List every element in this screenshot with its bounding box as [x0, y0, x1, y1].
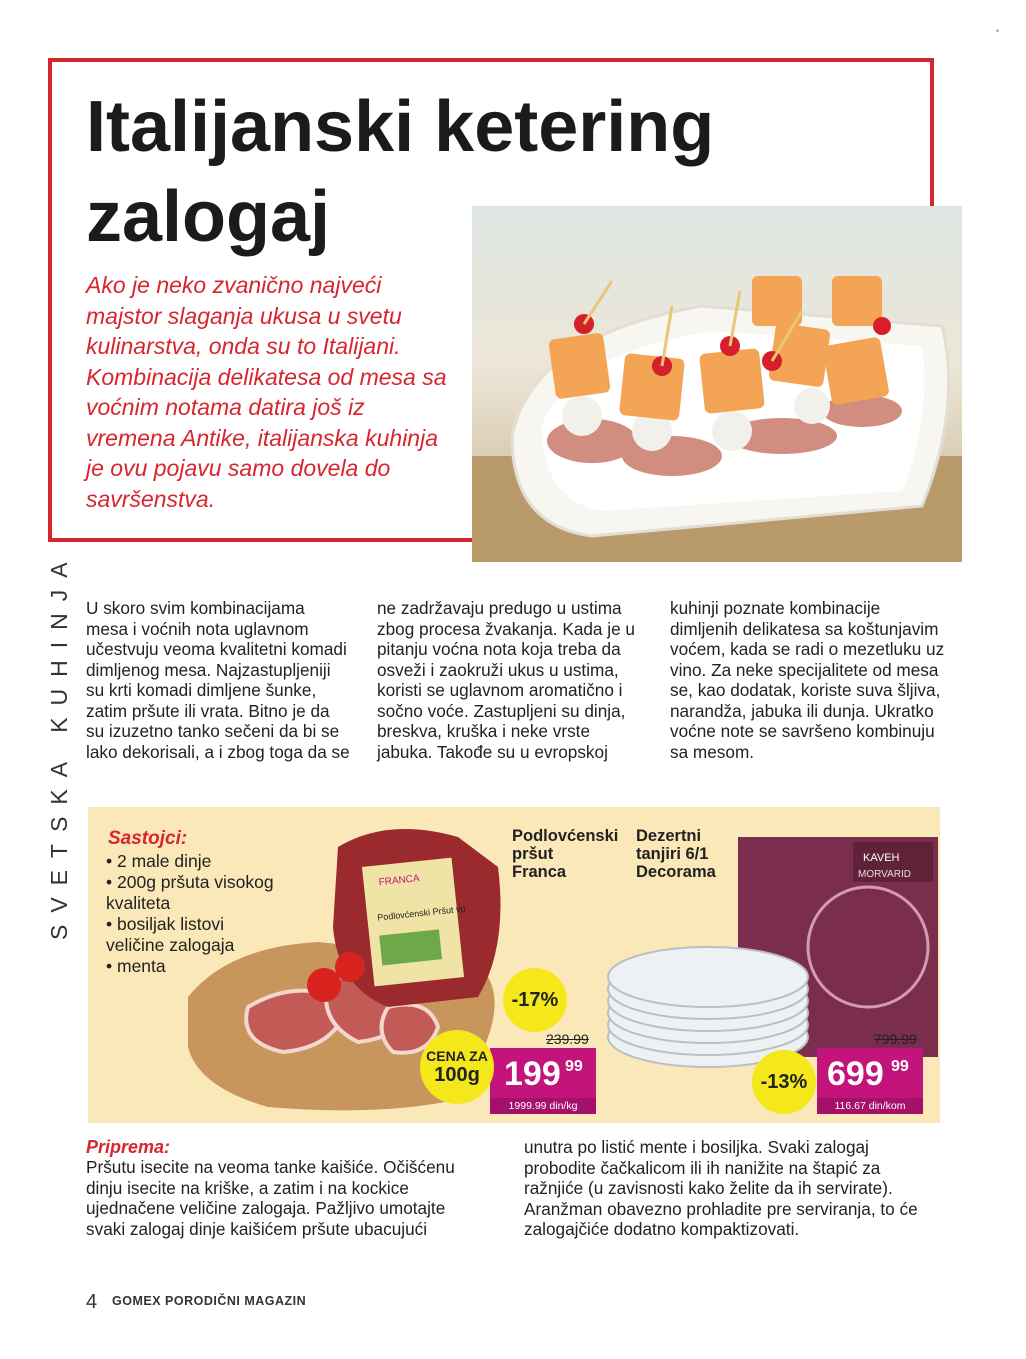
ingredient-item: • bosiljak listovi veličine zalogaja — [106, 914, 276, 956]
ingredient-item: • 2 male dinje — [106, 851, 276, 872]
price-cents-ham: 99 — [565, 1058, 583, 1075]
corner-mark: • — [996, 26, 1000, 36]
old-price-plates: 799.99 — [874, 1031, 917, 1047]
badge-line: CENA ZA — [426, 1047, 488, 1064]
plates-box-label: MORVARID — [858, 869, 911, 880]
ham-package-label: Podlovćenski Pršut vp — [376, 903, 466, 923]
discount-badge-ham: -17% — [503, 968, 567, 1032]
price-main-plates: 699 — [827, 1055, 884, 1093]
product-name-plates — [636, 827, 716, 881]
magazine-name: GOMEX PORODIČNI MAGAZIN — [112, 1294, 307, 1308]
price-box-ham — [490, 1048, 596, 1114]
body-column-2: ne zadržavaju predugo u ustima zbog procesa žvakanja. Kada je u pitanju voćna nota koja treba da osveži i zaokruži ukus u ustima, koristi se uglavnom aromatično i sočno voće. Zastupljeni su dinja, breskva, kruška i neke vrste jabuka. Takođe su u evropskoj — [377, 598, 635, 762]
plates-box-brand: KAVEH — [863, 852, 900, 864]
page-number: 4 — [86, 1291, 98, 1313]
product-name-line: Dezertni — [636, 827, 702, 845]
product-name-line: Decorama — [636, 863, 716, 881]
badge-line: 100g — [434, 1063, 480, 1086]
product-name-ham — [512, 827, 618, 881]
hero-photo-illustration — [472, 206, 962, 562]
preparation-text-2: unutra po listić mente i bosiljka. Svaki zalogaj probodite čačkalicom ili ih nanižite na štapić za ražnjiće (u zavisnosti kako želite da ih servirate). Aranžman obavezno prohladite pre serviranja, to će zalogajčiće dodatno kompaktizovati. — [524, 1137, 918, 1239]
unit-price-ham: 1999.99 din/kg — [490, 1098, 596, 1114]
ingredient-item: • 200g pršuta visokog kvaliteta — [106, 872, 276, 914]
discount-badge-plates: -13% — [752, 1050, 816, 1114]
price-cents-plates: 99 — [891, 1058, 909, 1075]
product-name-line: Podlovćenski — [512, 827, 619, 845]
unit-price-plates: 116.67 din/kom — [817, 1098, 923, 1114]
price-main-ham: 199 — [504, 1055, 561, 1093]
price-per-100g-badge — [420, 1030, 494, 1104]
body-column-1: U skoro svim kombinacijama mesa i voćnih nota uglavnom učestvuju veoma kvalitetni komadi dimljenog mesa. Najzastupljeniji su krti komadi dimljene šunke, zatim pršute ili vrata. Bitno je da su izuzetno tanko sečeni da bi se lako dekorisali, a i zbog toga da se — [86, 598, 350, 762]
ingredient-item: • menta — [106, 956, 276, 977]
price-box-plates — [817, 1048, 923, 1114]
ham-package-brand: FRANCA — [378, 873, 421, 889]
ingredients-list — [106, 851, 276, 977]
preparation-title: Priprema: — [86, 1137, 171, 1157]
ingredients-title: Sastojci: — [108, 828, 188, 849]
old-price-ham: 239.99 — [546, 1031, 589, 1047]
hero-photo-melon-prosciutto — [472, 206, 962, 562]
body-column-3: kuhinji poznate kombinacije dimljenih delikatesa sa koštunjavim voćem, kada se radi o mezetluku uz vino. Za neke specijalitete od mesa se, kao dodatak, koriste suva šljiva, narandža, jabuka ili dunja. Ukratko voćne note se savršeno kombinuju sa mesom. — [670, 598, 945, 762]
section-label-vertical: SVETSKA KUHINJA — [46, 550, 72, 940]
product-name-line: tanjiri 6/1 — [636, 845, 709, 863]
article-title: Italijanski ketering zalogaj — [86, 87, 715, 257]
product-name-line: Franca — [512, 863, 567, 881]
product-name-line: pršut — [512, 845, 554, 863]
article-intro: Ako je neko zvanično najveći majstor slaganja ukusa u svetu kulinarstva, onda su to Italijani. Kombinacija delikatesa od mesa sa voćnim notama datira još iz vremena Antike, italijanska kuhinja je ovu pojavu samo dovela do savršenstva. — [86, 272, 447, 512]
preparation-text-1: Pršutu isecite na veoma tanke kaišiće. Očišćenu dinju isecite na kriške, a zatim i na kockice ujednačene veličine zalogaja. Pažljivo umotajte svaki zalogaj dinje kaišićem pršute ubacujući — [86, 1157, 455, 1239]
